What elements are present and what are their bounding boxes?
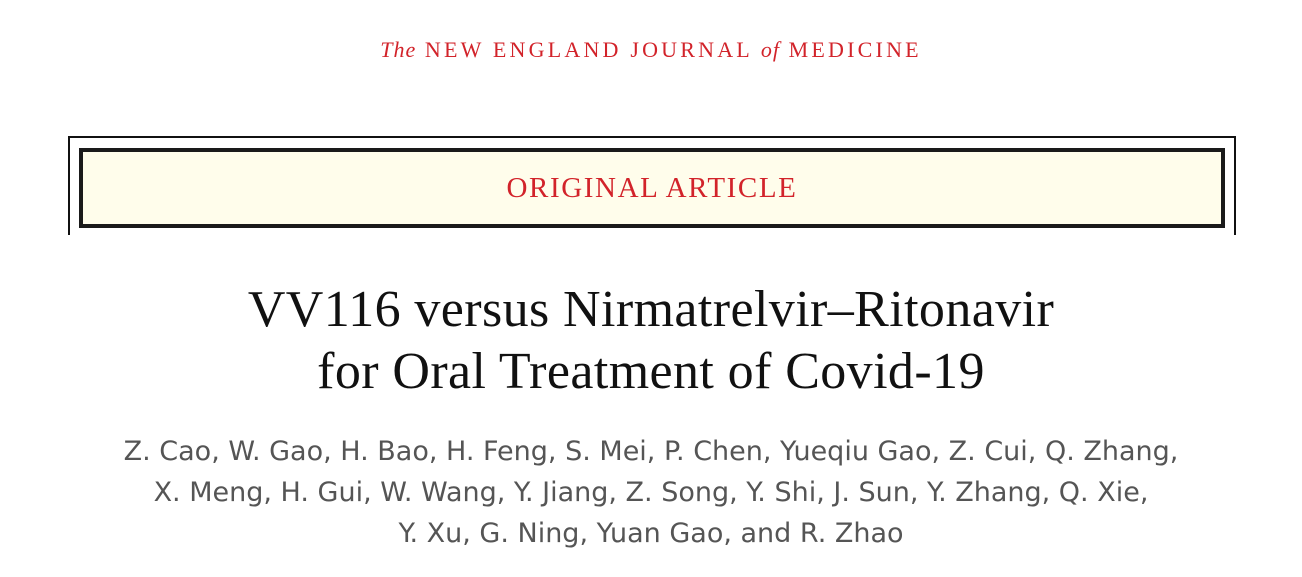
article-title [0,279,1302,403]
article-type-label: ORIGINAL ARTICLE [506,171,798,204]
author-line-2: X. Meng, H. Gui, W. Wang, Y. Jiang, Z. Song, Y. Shi, J. Sun, Y. Zhang, Q. Xie, [153,477,1149,508]
author-list [0,431,1302,554]
author-line-1: Z. Cao, W. Gao, H. Bao, H. Feng, S. Mei, P. Chen, Yueqiu Gao, Z. Cui, Q. Zhang, [123,436,1179,467]
journal-connector: of [760,37,780,62]
author-line-3: Y. Xu, G. Ning, Yuan Gao, and R. Zhao [398,518,904,549]
journal-prefix: The [380,37,417,62]
article-title-line-2: for Oral Treatment of Covid-19 [317,343,985,400]
journal-masthead [0,34,1302,66]
journal-name-part1: NEW ENGLAND JOURNAL [424,37,753,62]
article-type-banner [79,148,1225,228]
article-title-line-1: VV116 versus Nirmatrelvir–Ritonavir [247,281,1055,338]
journal-name-part2: MEDICINE [788,37,922,62]
